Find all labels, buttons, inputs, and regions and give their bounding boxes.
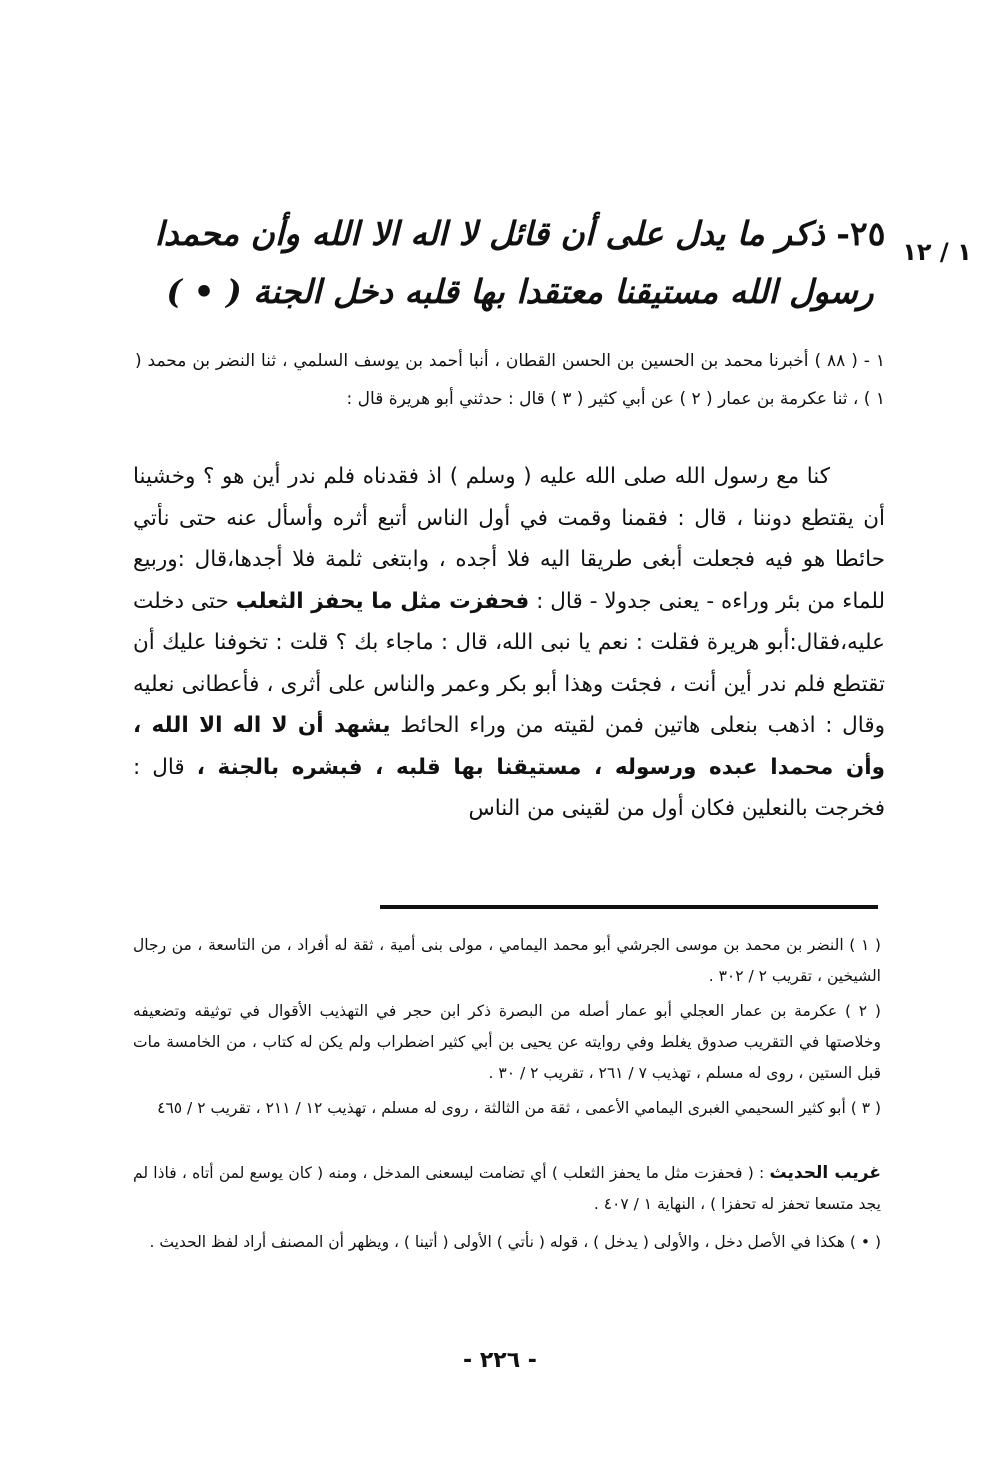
hadith-text [133, 456, 885, 830]
hadith-bold-1: فحفزت مثل ما يحفز الثعلب [235, 588, 530, 614]
margin-reference: ١ / ١٢ [902, 238, 972, 266]
gharib-label: غريب الحديث [769, 1163, 881, 1183]
hadith-bold-2: يشهد أن لا اله الا الله ، وأن محمدا عبده ورسوله ، مستيقنا بها قلبه ، فبشره بالجنة ، [133, 713, 885, 780]
footnote-divider [380, 905, 878, 909]
footnote-text: النضر بن محمد بن موسى الجرشي أبو محمد اليمامي ، مولى بنى أمية ، ثقة له أفراد ، من التاسعة ، من رجال الشيخين ، تقريب ٢ / ٣٠٢ . [133, 936, 881, 985]
page-number: - ٢٢٦ - [463, 1348, 537, 1373]
isnad-paragraph [135, 342, 885, 418]
chapter-heading [150, 205, 890, 321]
heading-line-1-text: ذكر ما يدل على أن قائل لا اله الا الله وأن محمدا [154, 214, 825, 253]
heading-line-1 [150, 205, 890, 263]
footnote-3 [133, 1093, 881, 1124]
hadith-part-3: قال : فخرجت بالنعلين فكان أول من لقينى من الناس [133, 754, 885, 821]
footnote-text: أبو كثير السحيمي الغبرى اليمامي الأعمى ، ثقة من الثالثة ، روى له مسلم ، تهذيب ١٢ / ٢١١ ، تقريب ٢ / ٤٦٥ [157, 1099, 846, 1117]
footnote-marker: ( ٢ ) [844, 1002, 881, 1020]
editor-note [133, 1227, 881, 1258]
hadith-part-2: حتى دخلت عليه،فقال:أبو هريرة فقلت : نعم يا نبى الله، قال : ماجاء بك ؟ قلت : تخوفنا عليك أن تقتطع فلم ندر أين أنت ، فجئت وهذا أبو بكر وعمر والناس على أثرى ، فأعطانى نعليه وقال : اذهب بنعلى هاتين فمن لقيته من وراء الحائط [133, 588, 885, 738]
isnad-text: أخبرنا محمد بن الحسين بن الحسن القطان ، أنبا أحمد بن يوسف السلمي ، ثنا النضر بن محمد ( ١ ) ، ثنا عكرمة بن عمار ( ٢ ) عن أبي كثير ( ٣ ) قال : حدثني أبو هريرة قال : [135, 351, 885, 409]
footnote-1 [133, 930, 881, 992]
footnote-2 [133, 996, 881, 1089]
hadith-marker: ١ - ( ٨٨ ) [814, 351, 885, 371]
gharib-note [133, 1158, 881, 1220]
note-marker: ( • ) [849, 1233, 881, 1251]
note-text: هكذا في الأصل دخل ، والأولى ( يدخل ) ، قوله ( نأتي ) الأولى ( أتينا ) ، ويظهر أن المصنف أراد لفظ الحديث . [149, 1233, 845, 1251]
gharib-text: : ( فحفزت مثل ما يحفز الثعلب ) أي تضامت ليسعنى المدخل ، ومنه ( كان يوسع لمن أتاه ، فاذا لم يجد متسعا تحفز له تحفزا ) ، النهاية ١ / ٤٠٧ . [133, 1164, 881, 1213]
hadith-part-1: كنا مع رسول الله صلى الله عليه ( وسلم ) اذ فقدناه فلم ندر أين هو ؟ وخشينا أن يقتطع دوننا ، قال : فقمنا وقمت في أول الناس أتبع أثره وأسأل عنه حتى نأتي حائطا هو فيه فجعلت أبغى طريقا اليه فلا أجده ، وابتغى ثلمة فلا أجدها،قال :وربيع للماء من بئر وراءه - يعنى جدولا - قال : [133, 464, 885, 614]
chapter-number: ٢٥- [836, 214, 886, 253]
heading-line-2: رسول الله مستيقنا معتقدا بها قلبه دخل الجنة ( • ) [166, 272, 874, 311]
footnote-text: عكرمة بن عمار العجلي أبو عمار أصله من البصرة ذكر ابن حجر في التهذيب الأقوال في توثيقه وتضعيفه وخلاصتها في التقريب صدوق يغلط وفي روايته عن يحيى بن أبي كثير اضطراب ولم يكن له كتاب ، من الخامسة مات قبل الستين ، روى له مسلم ، تهذيب ٧ / ٢٦١ ، تقريب ٢ / ٣٠ . [133, 1002, 881, 1082]
footnote-marker: ( ١ ) [849, 936, 881, 954]
footnote-marker: ( ٣ ) [850, 1099, 881, 1117]
